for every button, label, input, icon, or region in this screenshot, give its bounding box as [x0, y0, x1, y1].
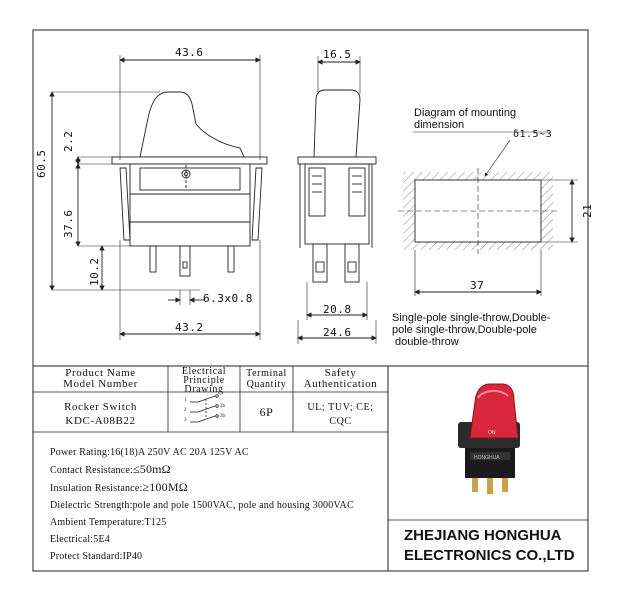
schematic-label-3: 3 [184, 418, 187, 423]
schematic-labels-right [220, 402, 225, 422]
spec-protect-standard: Protect Standard:IP40 [50, 551, 143, 562]
row-terminal-count: 6P [259, 405, 274, 419]
header-terminal-line2: Quantity [246, 379, 287, 390]
dim-front-height-total: 60.5 [35, 149, 48, 178]
dim-side-width-outer: 24.6 [323, 326, 352, 339]
side-view [298, 56, 376, 344]
header-terminal [240, 368, 293, 390]
schematic-label-1: 1 [184, 398, 187, 403]
dim-front-width-top: 43.6 [175, 46, 204, 59]
mounting-diagram [398, 132, 578, 296]
company-line1: ZHEJIANG HONGHUA [404, 527, 562, 544]
spec-contact-resistance: Contact Resistance:≤50mΩ [50, 462, 171, 476]
switch-type-line3: double-throw [392, 336, 459, 348]
switch-type-line1: Single-pole single-throw,Double- [392, 312, 551, 324]
dim-front-height-middle: 37.6 [62, 209, 75, 238]
header-safety-line1: Safety [324, 367, 357, 379]
header-electrical [168, 367, 240, 394]
svg-text:ON: ON [488, 430, 496, 436]
dim-mount-thickness: δ1.5~3 [513, 129, 553, 140]
dim-mount-width: 37 [470, 279, 485, 292]
spec-dielectric-strength: Dielectric Strength:pole and pole 1500VAC, pole and housing 3000VAC [50, 500, 354, 511]
switch-type-line2: pole single-throw,Double-pole [392, 324, 537, 336]
header-safety [293, 368, 388, 390]
schematic-labels [184, 396, 187, 426]
header-model-number: Model Number [63, 378, 138, 390]
row-safety-line2: CQC [329, 416, 352, 427]
dim-side-width-top: 16.5 [323, 48, 352, 61]
company-line2: ELECTRONICS CO.,LTD [404, 547, 575, 564]
spec-insulation-resistance: Insulation Resistance:≥100MΩ [50, 480, 188, 494]
mounting-title-line2: dimension [414, 119, 465, 131]
switch-type-description [392, 312, 550, 348]
header-electrical-line2: Principle [183, 375, 225, 386]
row-product-model [33, 400, 168, 428]
header-electrical-line3: Drawing [184, 384, 224, 395]
row-product-name: Rocker Switch [64, 401, 137, 413]
row-model-number: KDC-A08B22 [65, 415, 136, 427]
header-safety-line2: Authentication [303, 378, 378, 390]
switch-photo [458, 384, 520, 494]
header-product-name: Product Name [65, 367, 136, 379]
spec-list [50, 444, 354, 565]
header-product-model [33, 368, 168, 390]
row-safety-line1: UL; TUV; CE; [307, 402, 374, 413]
schematic-drawing [190, 395, 218, 422]
spec-power-rating: Power Rating:16(18)A 250V AC 20A 125V AC [50, 447, 249, 458]
dim-front-height-upper: 2.2 [62, 130, 75, 152]
svg-text:HONGHUA: HONGHUA [474, 455, 500, 461]
dim-terminal-size: 6.3x0.8 [203, 292, 253, 305]
dim-front-width-bottom: 43.2 [175, 321, 204, 334]
company-name [404, 526, 575, 566]
mounting-title [414, 107, 516, 131]
header-electrical-line1: Electrical [181, 366, 227, 377]
row-safety [293, 401, 388, 429]
schematic-label-2b: 2b [220, 404, 225, 409]
dim-side-width-inner: 20.8 [323, 303, 352, 316]
dim-front-height-terminal: 10.2 [88, 257, 101, 286]
header-terminal-line1: Terminal [246, 368, 287, 379]
schematic-label-2: 2 [184, 408, 187, 413]
spec-electrical-life: Electrical:5E4 [50, 534, 111, 545]
spec-ambient-temperature: Ambient Temperature:T125 [50, 517, 167, 528]
schematic-label-3b: 3b [220, 414, 225, 419]
mounting-title-line1: Diagram of mounting [414, 107, 517, 119]
dim-mount-height: 21 [581, 203, 594, 218]
